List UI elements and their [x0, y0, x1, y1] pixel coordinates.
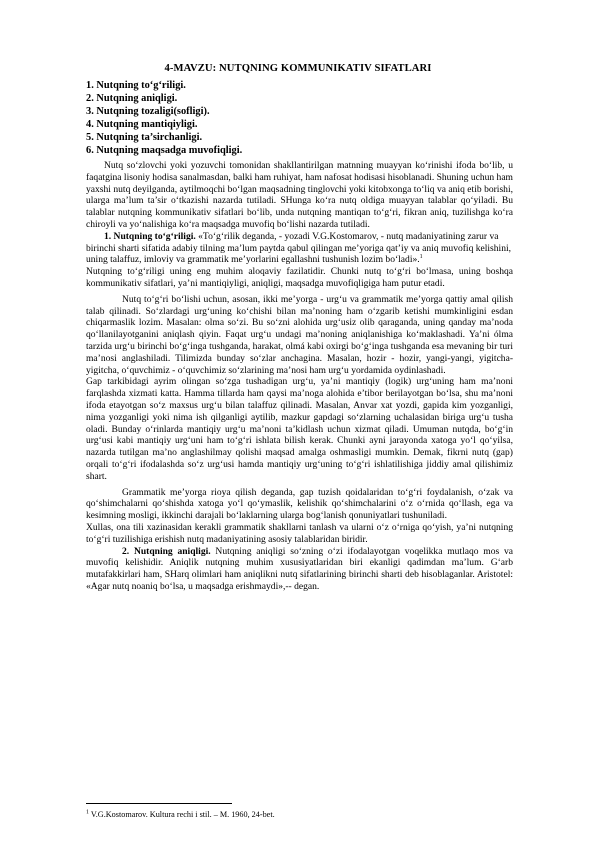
section-1-heading: 1. Nutqning to‘g‘riligi. — [104, 230, 196, 242]
section-1-quote: «To‘g‘rilik deganda, - yozadi V.G.Kostomarov, - nutq madaniyatining zarur va birinchi sharti sifatida adabiy tilning ma’lum paytda qabul qilingan me’yoriga qat’iy va aniq muvofiq kelishini, uning talaffuz, imloviy va grammatik me’yorlarini egallashni tushunish lozim bo‘ladi». — [86, 230, 512, 266]
outline-item: 3. Nutqning tozaligi(sofligi). — [86, 106, 210, 118]
footnote — [86, 810, 275, 819]
paragraph: Gap tarkibidagi ayrim olingan so‘zga tushadigan urg‘u, ya’ni mantiqiy (logik) urg‘uning ham ma’noni farqlashda xizmati katta. Hamma tillarda ham qaysi ma’noga alohida e’tibor berilayotgan bo‘lsa, shu ma’noni ifoda etayotgan so‘z maxsus urg‘u bilan talaffuz qilinadi. Masalan, Anvar xat yozdi, gapida kim yozganligi, nima yozganligi yoki nima ish qilganligi aytilib, mazkur gapdagi so‘zlarning uchalasidan biriga urg‘u tusha oladi. Bunday o‘rinlarda mantiqiy urg‘u ma’noni ta’kidlash uchun xizmat qiladi. Umuman nutqda, bo‘g‘in urg‘usi kabi mantiqiy urg‘uni ham to‘g‘ri ishlata bilish kerak. Chunki ayni jarayonda xatoga yo‘l qo‘yilsa, nazarda tutilgan ma’no anglashilmay qolishi maqsad amalga oshmasligi mumkin. Demak, fikrni nutq (gap) orqali to‘g‘ri ifodalashda so‘z urg‘usi hamda mantiqiy urg‘uning to‘g‘ri ishlatilishiga jiddiy amal qilishimiz shart. — [86, 376, 513, 482]
paragraph: Xullas, ona tili xazinasidan kerakli grammatik shakllarni tanlash va ularni o‘z o‘rniga qo‘yish, ya’ni nutqning to‘g‘ri tuzilishiga erishish nutq madaniyatining asosiy talablaridan biridir. — [86, 521, 513, 545]
outline-item: 5. Nutqning ta’sirchanligi. — [86, 132, 203, 144]
paragraph: Nutq to‘g‘ri bo‘lishi uchun, asosan, ikki me’yorga - urg‘u va grammatik me’yorga qattiy amal qilish talab qilinadi. So‘zlardagi urg‘uning ko‘chishi bilan ma’noning ham o‘zgarib ketishi mumkinligini esdan chiqarmaslik lozim. Masalan: olma so‘zi. Bu so‘zni alohida urg‘usiz olib qaraganda, uning qanday ma’noda qo‘llanilayotganini aniqlash qiyin. Faqat urg‘u undagi ma’noning aniqlanishiga ko‘maklashadi. Ya’ni ólma tarzida urg‘u birinchi bo‘g‘inga tushganda, harakat, olmá kabi oxirgi bo‘g‘inga tushganda esa mevaning bir turi ma’nosi anglashiladi. Tilimizda bunday so‘zlar anchagina. Masalan, hozir - hozir, yangi-yangi, yigitcha-yigitcha, o‘quvchimiz - o‘quvchimiz so‘zlarining ma’nosi ham urg‘u yordamida oydinlashadi. — [86, 293, 513, 376]
topic-outline — [86, 79, 516, 158]
paragraph: Grammatik me’yorga rioya qilish deganda, gap tuzish qoidalaridan to‘g‘ri foydalanish, o‘zak va qo‘shimchalarni qo‘shishda xatoga yo‘l qo‘ymaslik, kelishik qo‘shimchalarini o‘z o‘rnida qo‘llash, ega va kesimning mosligi, ikkinchi darajali bo‘laklarning ularga bog‘lanish qonuniyatlari tushuniladi. — [86, 486, 513, 522]
outline-item: 4. Nutqning mantiqiyligi. — [86, 119, 198, 131]
intro-paragraph: Nutq so‘zlovchi yoki yozuvchi tomonidan shakllantirilgan matnning muayyan ko‘rinishi ifoda bo‘lib, u faqatgina lisoniy hodisa sanalmasdan, balki ham ruhiyat, ham nafosat hodisasi hisoblanadi. Shuning uchun ham yaxshi nutq deyilganda, aytilmoqchi bo‘lgan maqsadning tinglovchi yoki kitobxonga to‘liq va aniq etib borishi, ularga ma’lum ta’sir o‘tkazishi nazarda tutiladi. SHunga ko‘ra nutq oldiga muayyan talablar qo‘yiladi. Bu talablar nutqning kommunikativ sifatlari bo‘lib, unda nutqning mantiqan to‘g‘ri, fikran aniq, tuzilishga ko‘ra chiroyli va yo‘nalishiga ko‘ra maqsadga muvofiq bo‘lishi nazarda tutiladi. — [86, 160, 513, 230]
section-1-paragraph — [86, 231, 513, 266]
body-text — [86, 160, 513, 593]
paragraph: Nutqning to‘g‘riligi uning eng muhim aloqaviy fazilatidir. Chunki nutq to‘g‘ri bo‘lmasa, uning boshqa kommunikativ sifatlari, ya’ni mantiqiyligi, aniqligi, maqsadga muvofiqligiga ham putur etadi. — [86, 266, 513, 289]
footnote-marker: 1 — [86, 809, 89, 816]
section-2-heading: 2. Nutqning aniqligi. — [122, 545, 211, 557]
outline-item: 1. Nutqning to‘g‘riligi. — [86, 80, 186, 91]
footnote-divider — [86, 803, 232, 804]
page-title: 4-MAVZU: NUTQNING KOMMUNIKATIV SIFATLARI — [164, 63, 432, 74]
outline-item: 2. Nutqning aniqligi. — [86, 93, 178, 105]
outline-item: 6. Nutqning maqsadga muvofiqligi. — [86, 145, 243, 157]
footnote-ref: 1 — [419, 254, 423, 261]
footnote-text: V.G.Kostomarov. Kultura rechi i stil. – M. 1960, 24-bet. — [89, 810, 275, 819]
section-2-paragraph: 2. Nutqning aniqligi. Nutqning aniqligi so‘zning o‘zi ifodalayotgan voqelikka mutlaqo mos va muvofiq kelishidir. Aniqlik nutqning muhim xususiyatlaridan biri ekanligi qadimdan ma’lum. G‘arb mutafakkirlari ham, SHarq olimlari ham aniqlikni nutq sifatlarining birinchi sharti deb hisoblaganlar. Aristotel: «Agar nutq noaniq bo‘lsa, u maqsadga erishmaydi»,-- degan. — [86, 545, 513, 592]
